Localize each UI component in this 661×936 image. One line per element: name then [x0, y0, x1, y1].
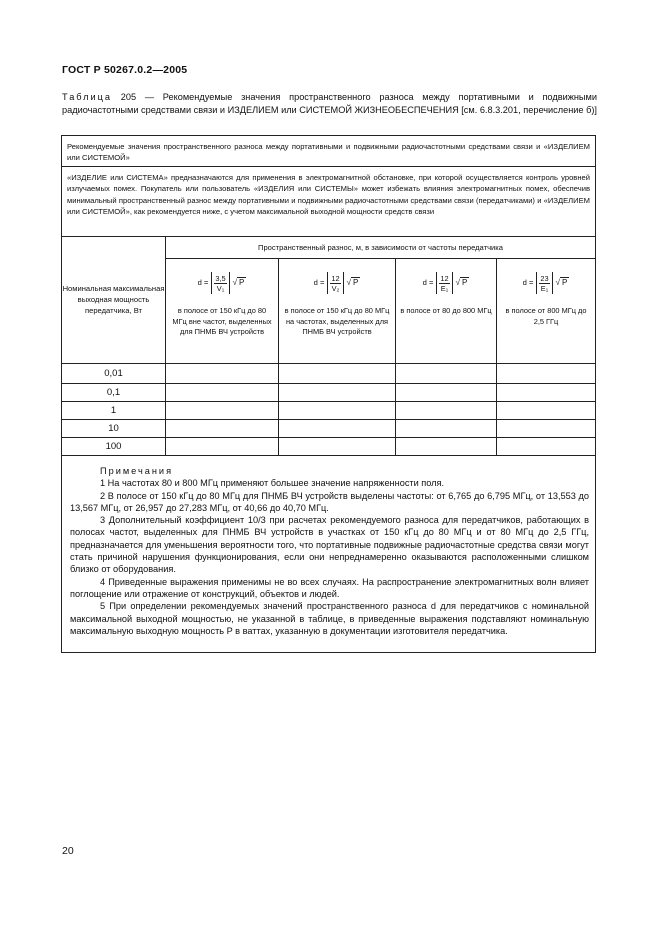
note-item: 5 При определении рекомендуемых значений пространственного разноса d для передатчиков с номинальной максимальной выходной мощностью, не указанной в таблице, в приведенные выражения подставляют номинальную максимальную выходную мощность P в ваттах, указанную в документации изготовителя передатчика. — [70, 601, 589, 636]
row-divider — [62, 437, 595, 438]
note-item: 3 Дополнительный коэффициент 10/3 при расчетах рекомендуемого разноса для передатчиков, работающих в полосах частот, выделенных для ПНМБ ВЧ устройств в участках от 150 кГц до 80 МГц и от 80 МГц до 2,5 ГГц, предназначается для уменьшения вероятности того, что портативные подвижные радиочастотные средства связи могут стать причиной нарушения функционирования, если они непреднамеренно оказываются расположенными слишком близко от оборудования. — [70, 515, 589, 575]
formula-cell-4 — [497, 258, 595, 363]
table-caption — [62, 91, 597, 117]
formula-radicand: P — [462, 278, 468, 288]
sqrt-icon: √ — [555, 277, 561, 287]
table-intro-row — [62, 136, 595, 167]
formula — [423, 272, 470, 294]
formula-numerator: 3,5 — [215, 273, 226, 283]
note-item: 2 В полосе от 150 кГц до 80 МГц для ПНМБ ВЧ устройств выделены частоты: от 6,765 до 6,795 МГц, от 13,553 до 13,567 МГц, от 26,957 до 27,283 МГц, от 40,66 до 40,70 МГц. — [70, 490, 589, 513]
caption-text: 205 — Рекомендуемые значения пространственного разноса между портативными и подвижными радиочастотными средствами связи и ИЗДЕЛИЕМ или СИСТЕМОЙ ЖИЗНЕОБЕСПЕЧЕНИЯ [см. 6.8.3.201, перечисление б)] — [62, 92, 597, 115]
formula-description: в полосе от 80 до 800 МГц — [400, 306, 492, 315]
row-divider — [62, 363, 595, 364]
sqrt-icon: √ — [455, 277, 461, 287]
separation-span-header — [166, 236, 595, 258]
formula-description: в полосе от 150 кГц до 80 МГц на частотах, выделенных для ПНМБ ВЧ устройств — [284, 306, 390, 336]
separation-span-header-text: Пространственный разнос, м, в зависимости от частоты передатчика — [257, 242, 504, 252]
formula-radicand: P — [353, 278, 359, 288]
table-intro-text: Рекомендуемые значения пространственного разноса между портативными и подвижными радиочастотными средствами связи и «ИЗДЕЛИЕМ или СИСТЕМОЙ» — [67, 142, 590, 162]
formula-cell-3 — [396, 258, 496, 363]
row-divider — [62, 419, 595, 420]
note-item: 1 На частотах 80 и 800 МГц применяют большее значение напряженности поля. — [100, 478, 445, 489]
formula-denominator: E₁ — [540, 283, 549, 293]
power-column-header-text: Номинальная максимальная выходная мощность передатчика, Вт — [62, 284, 165, 315]
table-grid — [62, 236, 595, 456]
note-item: 4 Приведенные выражения применимы не во всех случаях. На распространение электромагнитных волн влияет поглощение или отражение от конструкций, объектов и людей. — [70, 576, 589, 599]
power-column-header — [62, 236, 165, 363]
notes-title: Примечания — [100, 466, 174, 476]
formula-radicand: P — [239, 278, 245, 288]
table-description-text: «ИЗДЕЛИЕ или СИСТЕМА» предназначаются для применения в электромагнитной обстановке, при которой осуществляется контроль уровней излучаемых помех. Покупатель или пользователь «ИЗДЕЛИЯ или СИСТЕМЫ» может избежать влияния электромагнитных помех, обеспечив минимальный пространственный разнос между портативными и подвижными радиочастотными средствами связи (передатчиками) и «ИЗДЕЛИЕМ или СИСТЕМОЙ», как рекомендуется ниже, с учетом максимальной выходной мощности средств связи — [67, 173, 590, 216]
formula — [523, 272, 570, 294]
page-number: 20 — [62, 845, 74, 857]
formula-d: d = — [313, 277, 325, 287]
separation-table — [61, 135, 596, 653]
formula — [314, 272, 361, 294]
formula-radicand: P — [562, 278, 568, 288]
caption-label: Таблица — [62, 92, 113, 102]
formula-cell-2 — [279, 258, 395, 363]
formula-numerator: 12 — [331, 273, 340, 283]
power-value: 10 — [108, 423, 119, 434]
formula-cell-1 — [166, 258, 278, 363]
power-value: 0,01 — [104, 368, 123, 379]
power-value: 100 — [105, 441, 122, 452]
formula-denominator: V₁ — [216, 283, 225, 293]
sqrt-icon: √ — [232, 277, 238, 287]
formula — [198, 272, 247, 294]
formula-denominator: V₂ — [331, 283, 340, 293]
row-divider — [62, 401, 595, 402]
formula-numerator: 23 — [540, 273, 549, 283]
formula-d: d = — [422, 277, 434, 287]
formula-description: в полосе от 800 МГц до 2,5 ГГц — [505, 306, 587, 326]
row-divider — [62, 383, 595, 384]
formula-denominator: E₁ — [440, 283, 449, 293]
formula-d: d = — [522, 277, 534, 287]
sqrt-icon: √ — [346, 277, 352, 287]
formula-description: в полосе от 150 кГц до 80 МГц вне частот, выделенных для ПНМБ ВЧ устройств — [172, 306, 272, 336]
power-value: 0,1 — [106, 387, 121, 398]
power-value: 1 — [110, 405, 117, 416]
document-header: ГОСТ Р 50267.0.2—2005 — [62, 64, 188, 76]
formula-numerator: 12 — [440, 273, 449, 283]
table-description-row — [62, 166, 595, 237]
formula-d: d = — [197, 277, 209, 287]
table-notes — [62, 456, 595, 637]
